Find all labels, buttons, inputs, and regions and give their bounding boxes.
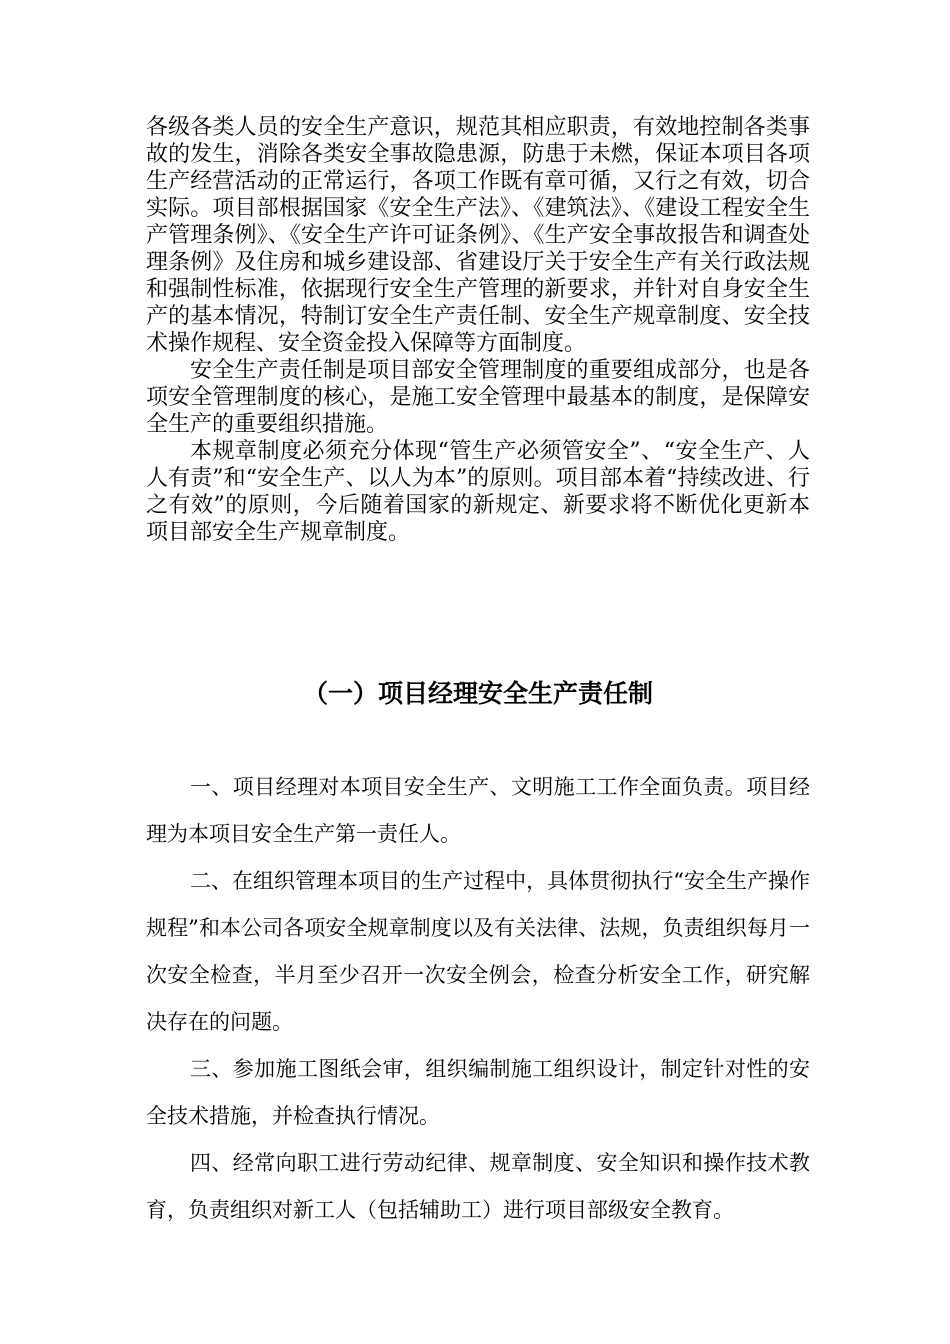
section-title: （一）项目经理安全生产责任制 bbox=[302, 679, 653, 708]
responsibility-item: 三、参加施工图纸会审，组织编制施工组织设计，制定针对性的安全技术措施，并检查执行情况。 bbox=[146, 1057, 810, 1128]
responsibility-item: 二、在组织管理本项目的生产过程中，具体贯彻执行“安全生产操作规程”和本公司各项安全规章制度以及有关法律、法规，负责组织每月一次安全检查，半月至少召开一次安全例会，检查分析安全工作，研究解决存在的问题。 bbox=[146, 869, 810, 1034]
responsibility-item: 一、项目经理对本项目安全生产、文明施工工作全面负责。项目经理为本项目安全生产第一责任人。 bbox=[146, 775, 810, 846]
intro-paragraph: 各级各类人员的安全生产意识，规范其相应职责，有效地控制各类事故的发生，消除各类安全事故隐患源，防患于未燃，保证本项目各项生产经营活动的正常运行，各项工作既有章可循，又行之有效，切合实际。项目部根据国家《安全生产法》、《建筑法》、《建设工程安全生产管理条例》、《安全生产许可证条例》、《生产安全事故报告和调查处理条例》及住房和城乡建设部、省建设厅关于安全生产有关行政法规和强制性标准，依据现行安全生产管理的新要求，并针对自身安全生产的基本情况，特制订安全生产责任制、安全生产规章制度、安全技术操作规程、安全资金投入保障等方面制度。 bbox=[146, 115, 810, 356]
intro-section bbox=[146, 114, 810, 546]
responsibility-item: 四、经常向职工进行劳动纪律、规章制度、安全知识和操作技术教育，负责组织对新工人（包括辅助工）进行项目部级安全教育。 bbox=[146, 1151, 810, 1222]
intro-paragraph: 安全生产责任制是项目部安全管理制度的重要组成部分，也是各项安全管理制度的核心，是施工安全管理中最基本的制度，是保障安全生产的重要组织措施。 bbox=[146, 358, 810, 437]
section-body bbox=[146, 764, 810, 1234]
intro-paragraph: 本规章制度必须充分体现“管生产必须管安全”、“安全生产、人人有责”和“安全生产、以人为本”的原则。项目部本着“持续改进、行之有效”的原则，今后随着国家的新规定、新要求将不断优化更新本项目部安全生产规章制度。 bbox=[146, 439, 810, 545]
